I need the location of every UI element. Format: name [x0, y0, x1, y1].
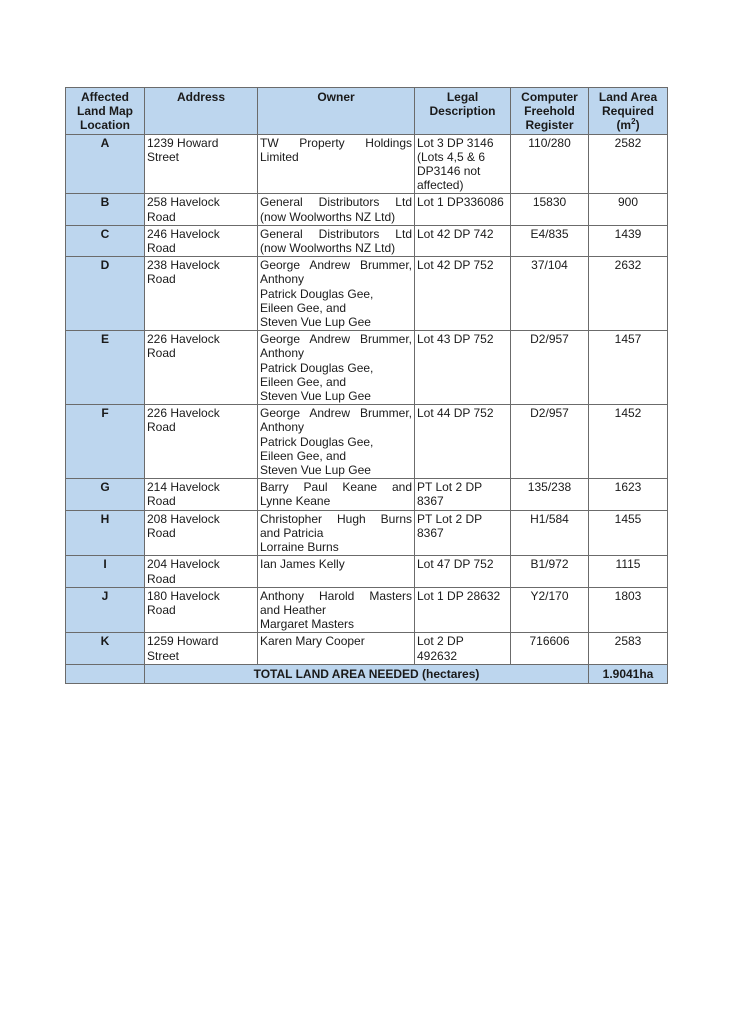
address-cell: 238 Havelock Road	[145, 257, 258, 331]
table-row	[66, 194, 668, 225]
legal-description-cell: Lot 1 DP 28632	[415, 587, 511, 633]
address-cell: 226 Havelock Road	[145, 331, 258, 405]
freehold-register-cell: Y2/170	[511, 587, 589, 633]
address-cell: 246 Havelock Road	[145, 225, 258, 256]
header-owner: Owner	[258, 88, 415, 135]
owner-cell: Christopher Hugh Burns and Patricia Lorraine Burns	[258, 510, 415, 556]
total-blank-cell	[66, 664, 145, 683]
table-row	[66, 134, 668, 194]
land-area-cell: 1803	[589, 587, 668, 633]
legal-description-cell: Lot 3 DP 3146 (Lots 4,5 & 6 DP3146 not affected)	[415, 134, 511, 194]
location-cell: D	[66, 257, 145, 331]
land-requirement-table	[65, 87, 668, 684]
land-area-cell: 2632	[589, 257, 668, 331]
total-value: 1.9041ha	[589, 664, 668, 683]
header-location: Affected Land Map Location	[66, 88, 145, 135]
land-area-cell: 2582	[589, 134, 668, 194]
freehold-register-cell: 37/104	[511, 257, 589, 331]
owner-cell: TW Property Holdings Limited	[258, 134, 415, 194]
legal-description-cell: Lot 44 DP 752	[415, 405, 511, 479]
table-row	[66, 331, 668, 405]
total-row	[66, 664, 668, 683]
legal-description-cell: Lot 42 DP 752	[415, 257, 511, 331]
location-cell: J	[66, 587, 145, 633]
land-area-cell: 2583	[589, 633, 668, 664]
owner-cell: General Distributors Ltd (now Woolworths NZ Ltd)	[258, 225, 415, 256]
owner-cell: General Distributors Ltd (now Woolworths NZ Ltd)	[258, 194, 415, 225]
freehold-register-cell: D2/957	[511, 405, 589, 479]
table-row	[66, 405, 668, 479]
location-cell: E	[66, 331, 145, 405]
table-body	[66, 134, 668, 664]
land-area-cell: 900	[589, 194, 668, 225]
table-row	[66, 225, 668, 256]
address-cell: 258 Havelock Road	[145, 194, 258, 225]
owner-cell: Ian James Kelly	[258, 556, 415, 587]
address-cell: 204 Havelock Road	[145, 556, 258, 587]
owner-cell: George Andrew Brummer, Anthony Patrick Douglas Gee, Eileen Gee, and Steven Vue Lup Gee	[258, 257, 415, 331]
table-row	[66, 633, 668, 664]
header-freehold-register: Computer Freehold Register	[511, 88, 589, 135]
owner-cell: George Andrew Brummer, Anthony Patrick Douglas Gee, Eileen Gee, and Steven Vue Lup Gee	[258, 405, 415, 479]
land-area-cell: 1455	[589, 510, 668, 556]
freehold-register-cell: D2/957	[511, 331, 589, 405]
table-row	[66, 587, 668, 633]
freehold-register-cell: 135/238	[511, 479, 589, 510]
owner-cell: George Andrew Brummer, Anthony Patrick Douglas Gee, Eileen Gee, and Steven Vue Lup Gee	[258, 331, 415, 405]
table-row	[66, 479, 668, 510]
legal-description-cell: Lot 43 DP 752	[415, 331, 511, 405]
header-legal-description: Legal Description	[415, 88, 511, 135]
address-cell: 1259 Howard Street	[145, 633, 258, 664]
freehold-register-cell: B1/972	[511, 556, 589, 587]
land-area-cell: 1439	[589, 225, 668, 256]
header-land-area: Land Area Required $(m^2)$	[589, 88, 668, 135]
freehold-register-cell: H1/584	[511, 510, 589, 556]
address-cell: 180 Havelock Road	[145, 587, 258, 633]
area-unit: $(m^2)$	[616, 117, 640, 133]
owner-cell: Anthony Harold Masters and Heather Margaret Masters	[258, 587, 415, 633]
legal-description-cell: Lot 1 DP336086	[415, 194, 511, 225]
freehold-register-cell: 15830	[511, 194, 589, 225]
total-label: TOTAL LAND AREA NEEDED (hectares)	[145, 664, 589, 683]
legal-description-cell: Lot 2 DP 492632	[415, 633, 511, 664]
land-area-cell: 1115	[589, 556, 668, 587]
location-cell: I	[66, 556, 145, 587]
location-cell: K	[66, 633, 145, 664]
freehold-register-cell: 716606	[511, 633, 589, 664]
address-cell: 214 Havelock Road	[145, 479, 258, 510]
legal-description-cell: Lot 42 DP 742	[415, 225, 511, 256]
location-cell: H	[66, 510, 145, 556]
location-cell: A	[66, 134, 145, 194]
table-row	[66, 257, 668, 331]
location-cell: C	[66, 225, 145, 256]
land-area-cell: 1457	[589, 331, 668, 405]
header-address: Address	[145, 88, 258, 135]
legal-description-cell: PT Lot 2 DP 8367	[415, 479, 511, 510]
location-cell: G	[66, 479, 145, 510]
table-row	[66, 510, 668, 556]
location-cell: B	[66, 194, 145, 225]
owner-cell: Barry Paul Keane and Lynne Keane	[258, 479, 415, 510]
location-cell: F	[66, 405, 145, 479]
freehold-register-cell: 110/280	[511, 134, 589, 194]
land-area-cell: 1452	[589, 405, 668, 479]
land-area-cell: 1623	[589, 479, 668, 510]
table-row	[66, 556, 668, 587]
address-cell: 1239 Howard Street	[145, 134, 258, 194]
legal-description-cell: PT Lot 2 DP 8367	[415, 510, 511, 556]
address-cell: 226 Havelock Road	[145, 405, 258, 479]
header-row	[66, 88, 668, 135]
legal-description-cell: Lot 47 DP 752	[415, 556, 511, 587]
freehold-register-cell: E4/835	[511, 225, 589, 256]
owner-cell: Karen Mary Cooper	[258, 633, 415, 664]
address-cell: 208 Havelock Road	[145, 510, 258, 556]
